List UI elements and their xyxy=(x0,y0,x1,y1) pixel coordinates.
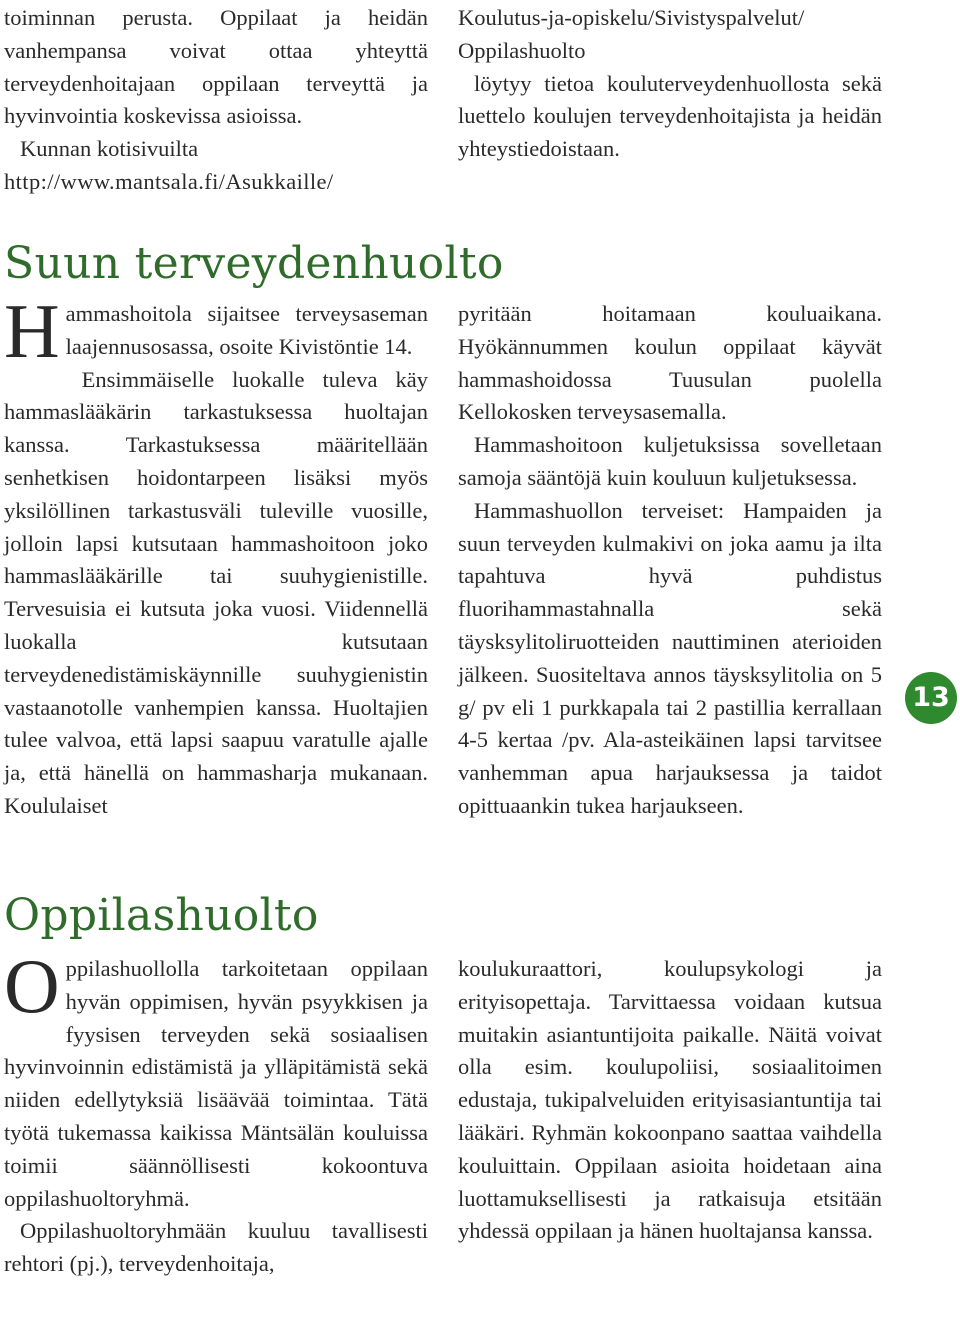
url-path: Koulutus-ja-opiskelu/Sivistyspalvelut/ xyxy=(458,5,805,30)
oppilas-left-column xyxy=(4,943,428,1281)
oppilas-intro-paragraph xyxy=(4,943,428,1215)
suun-intro-paragraph xyxy=(4,288,428,374)
top-left-paragraph: toiminnan perusta. Oppilaat ja heidän vanhempansa voivat ottaa yhteyttä terveydenhoitajaan oppilaan terveyttä ja hyvinvointia koskevissa asioissa. xyxy=(4,5,428,129)
drop-cap: O xyxy=(4,943,60,1029)
suun-right-paragraph-1: pyritään hoitamaan kouluaikana. Hyökännummen koulun oppilaat käyvät hammashoidossa Tuusulan puolella Kellokosken terveysasemalla. xyxy=(458,301,882,425)
oppilas-right-paragraph: koulukuraattori, koulupsykologi ja erityisopettaja. Tarvittaessa voidaan kutsua muitakin asiantuntijoita paikalle. Näitä voivat olla esim. koulupoliisi, sosiaalitoimen edustaja, tukipalveluiden erityisasiantuntija tai lääkäri. Ryhmän kokoonpano saattaa vaihdella kouluittain. Oppilaan asioita hoidetaan aina luottamuksellisesti ja ratkaisuja etsitään yhdessä oppilaan ja hänen huoltajansa kanssa. xyxy=(458,956,882,1244)
suun-left-paragraph: Ensimmäiselle luokalle tuleva käy hammaslääkärin tarkastuksessa huoltajan kanssa. Tarkastuksessa määritellään senhetkisen hoidontarpeen lisäksi myös yksilöllinen tarkastusväli tuleville vuosille, jolloin lapsi kutsutaan hammashoitoon joko hammaslääkärille tai suuhygienistille. Tervesuisia ei kutsuta joka vuosi. Viidennellä luokalla kutsutaan terveydenedistämiskäynnille suuhygienistin vastaanotolle vanhempien kanssa. Huoltajien tulee valvoa, että lapsi saapuu varatulle ajalle ja, että hänellä on hammasharja mukanaan. Koululaiset xyxy=(4,366,428,818)
homepage-note: Kunnan kotisivuilta xyxy=(20,136,199,162)
suun-intro-text: ammashoitola sijaitsee terveysaseman laajennusosassa, osoite Kivistöntie 14. xyxy=(65,301,428,359)
suun-left-column xyxy=(4,288,428,823)
oppilas-left-paragraph-2: Oppilashuoltoryhmään kuuluu tavallisesti rehtori (pj.), terveydenhoitaja, xyxy=(4,1218,428,1277)
homepage-url: http://www.mantsala.fi/Asukkaille/ xyxy=(4,168,334,194)
top-right-paragraph: löytyy tietoa kouluterveydenhuollosta sekä luettelo koulujen terveydenhoitajista ja heidän yhteystiedoistaan. xyxy=(458,70,882,162)
oppilas-intro-text: ppilashuollolla tarkoitetaan oppilaan hyvän oppimisen, hyvän psyykkisen ja fyysisen terveyden sekä sosiaalisen hyvinvoinnin edistämistä ja ylläpitämistä sekä niiden edellytyksiä lisäävää toimintaa. Tätä työtä tukemassa kaikissa Mäntsälän kouluissa toimii säännöllisesti kokoontuva oppilashuoltoryhmä. xyxy=(4,956,428,1211)
section-heading-suun: Suun terveydenhuolto xyxy=(4,238,504,289)
suun-right-paragraph-3: Hammashuollon terveiset: Hampaiden ja suun terveyden kulmakivi on joka aamu ja ilta tapahtuva hyvä puhdistus fluorihammastahnalla sekä täysksylitoliruotteiden nauttiminen aterioiden jälkeen. Suositeltava annos täysksylitolia on 5 g/ pv eli 1 purkkapala tai 2 pastillia kerrallaan 4-5 kertaa /pv. Ala-asteikäinen lapsi tarvitsee vanhemman apua harjauksessa ja taidot opittuaankin tukea harjaukseen. xyxy=(458,497,882,818)
top-right-column xyxy=(458,2,882,166)
drop-cap: H xyxy=(4,288,60,374)
section-heading-oppilashuolto: Oppilashuolto xyxy=(4,890,319,941)
top-left-column xyxy=(4,2,428,199)
url-path-end: Oppilashuolto xyxy=(458,37,586,63)
page-number-badge: 13 xyxy=(905,672,957,724)
suun-right-paragraph-2: Hammashoitoon kuljetuksissa sovelletaan samoja sääntöjä kuin kouluun kuljetuksessa. xyxy=(458,432,882,490)
oppilas-right-column xyxy=(458,953,882,1248)
suun-right-column xyxy=(458,298,882,823)
